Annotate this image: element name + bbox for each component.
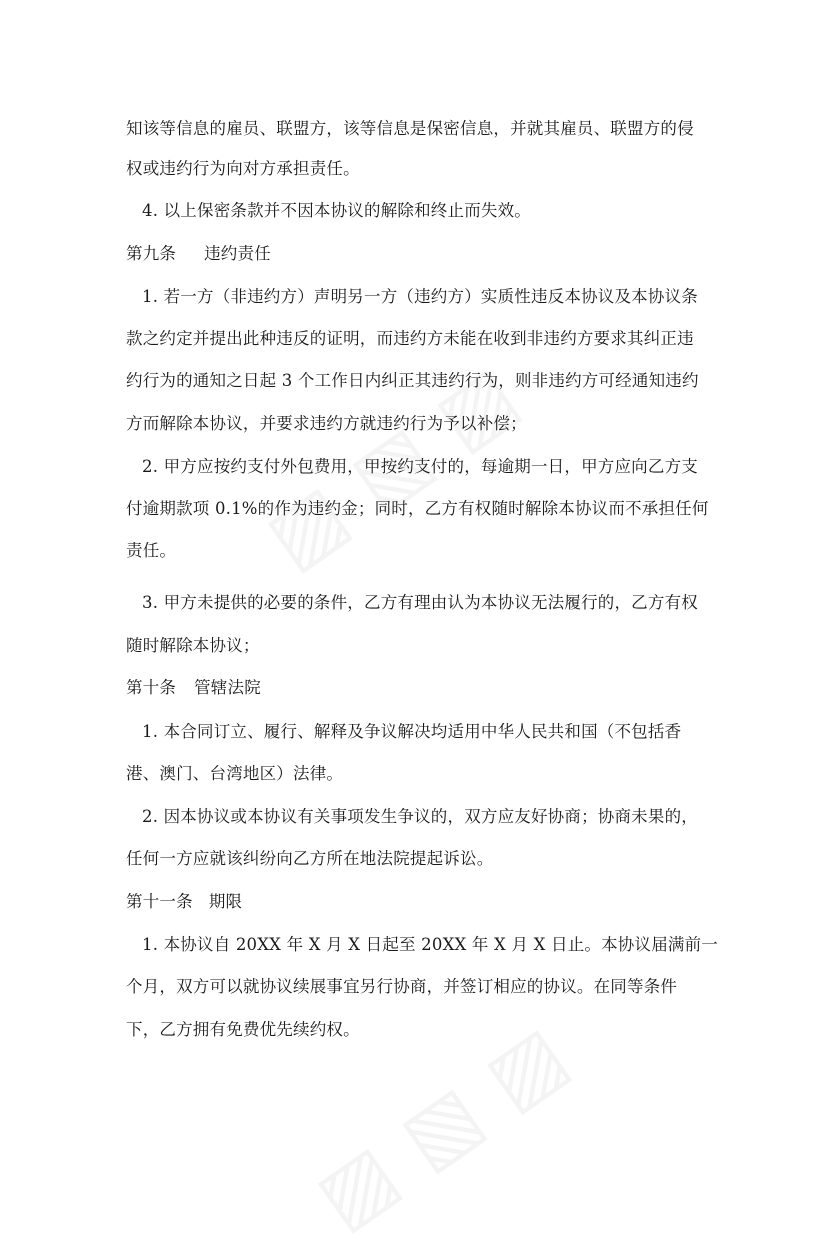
clause-9-1: 1. 若一方（非违约方）声明另一方（违约方）实质性违反本协议及本协议条 bbox=[142, 287, 698, 306]
clause-10-1: 1. 本合同订立、履行、解释及争议解决均适用中华人民共和国（不包括香 bbox=[142, 722, 682, 741]
body-line: 随时解除本协议； bbox=[126, 636, 260, 655]
article-title: 期限 bbox=[208, 892, 243, 911]
body-line: 款之约定并提出此种违反的证明，而违约方未能在收到非违约方要求其纠正违 bbox=[126, 329, 694, 348]
article-number: 第九条 bbox=[126, 244, 177, 263]
clause-10-2: 2. 因本协议或本协议有关事项发生争议的，双方应友好协商；协商未果的， bbox=[142, 807, 698, 826]
body-line: 约行为的通知之日起 3 个工作日内纠正其违约行为，则非违约方可经通知违约 bbox=[126, 371, 699, 390]
body-line: 个月，双方可以就协议续展事宜另行协商，并签订相应的协议。在同等条件 bbox=[126, 977, 678, 996]
body-line: 港、澳门、台湾地区）法律。 bbox=[126, 764, 344, 783]
article-title: 管辖法院 bbox=[194, 678, 261, 697]
clause-9-2: 2. 甲方应按约支付外包费用，甲按约支付的，每逾期一日，甲方应向乙方支 bbox=[142, 457, 698, 476]
clause-9-3: 3. 甲方未提供的必要的条件，乙方有理由认为本协议无法履行的，乙方有权 bbox=[142, 593, 698, 612]
body-line: 知该等信息的雇员、联盟方，该等信息是保密信息，并就其雇员、联盟方的侵 bbox=[126, 119, 694, 138]
clause-4: 4. 以上保密条款并不因本协议的解除和终止而失效。 bbox=[142, 201, 531, 220]
article-title: 违约责任 bbox=[204, 244, 271, 263]
article-number: 第十一条 bbox=[126, 892, 193, 911]
body-line: 付逾期款项 0.1%的作为违约金；同时，乙方有权随时解除本协议而不承担任何 bbox=[126, 499, 709, 518]
article-9-heading bbox=[126, 243, 271, 265]
article-number: 第十条 bbox=[126, 678, 177, 697]
watermark bbox=[299, 1007, 584, 1245]
body-line: 下，乙方拥有免费优先续约权。 bbox=[126, 1020, 360, 1039]
body-line: 权或违约行为向对方承担责任。 bbox=[126, 159, 360, 178]
body-line: 方而解除本协议，并要求违约方就违约行为予以补偿； bbox=[126, 414, 527, 433]
body-line: 任何一方应就该纠纷向乙方所在地法院提起诉讼。 bbox=[126, 849, 494, 868]
article-11-heading bbox=[126, 891, 242, 913]
body-line: 责任。 bbox=[126, 541, 177, 560]
article-10-heading bbox=[126, 677, 261, 699]
clause-11-1: 1. 本协议自 20XX 年 X 月 X 日起至 20XX 年 X 月 X 日止。本协议届满前一 bbox=[142, 935, 718, 954]
